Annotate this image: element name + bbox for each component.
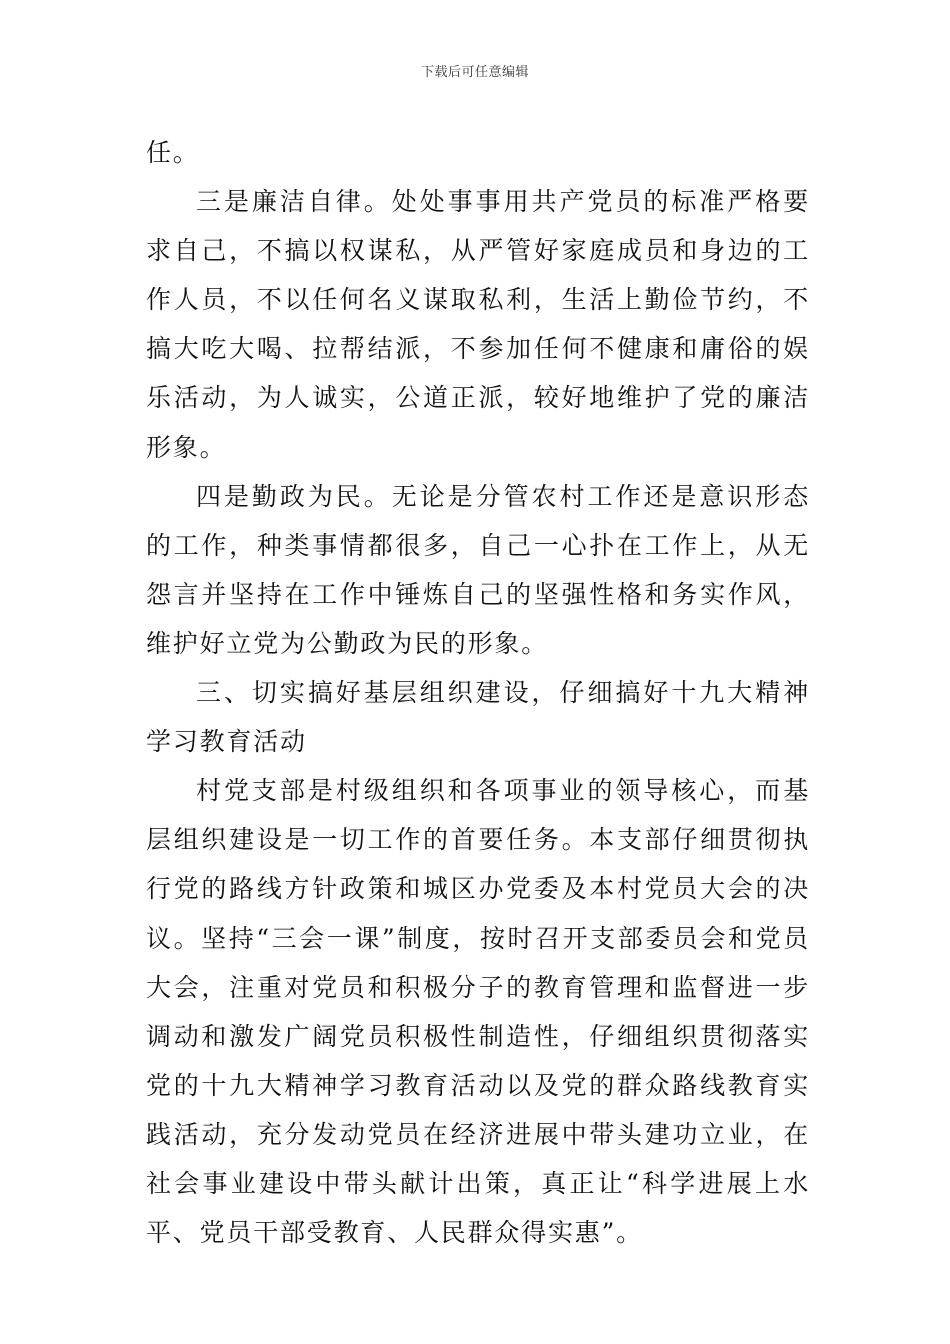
- section-heading: 三、切实搞好基层组织建设，仔细搞好十九大精神学习教育活动: [146, 678, 810, 757]
- paragraph-integrity: 三是廉洁自律。处处事事用共产党员的标准严格要求自己，不搞以权谋私，从严管好家庭成员和身边的工作人员，不以任何名义谋取私利，生活上勤俭节约，不搞大吃大喝、拉帮结派，不参加任何不健康和庸俗的娱乐活动，为人诚实，公道正派，较好地维护了党的廉洁形象。: [146, 187, 810, 462]
- document-body: [146, 128, 810, 1257]
- page-header-note: 下载后可任意编辑: [420, 65, 529, 80]
- paragraph-party-branch: 村党支部是村级组织和各项事业的领导核心，而基层组织建设是一切工作的首要任务。本支部仔细贯彻执行党的路线方针政策和城区办党委及本村党员大会的决议。坚持“三会一课”制度，按时召开支部委员会和党员大会，注重对党员和积极分子的教育管理和监督进一步调动和激发广阔党员积极性制造性，仔细组织贯彻落实党的十九大精神学习教育活动以及党的群众路线教育实践活动，充分发动党员在经济进展中带头建功立业，在社会事业建设中带头献计出策，真正让“科学进展上水平、党员干部受教育、人民群众得实惠”。: [146, 776, 810, 1248]
- paragraph-continuation: 任。: [146, 138, 200, 167]
- paragraph-diligence: 四是勤政为民。无论是分管农村工作还是意识形态的工作，种类事情都很多，自己一心扑在工作上，从无怨言并坚持在工作中锤炼自己的坚强性格和务实作风，维护好立党为公勤政为民的形象。: [146, 481, 810, 658]
